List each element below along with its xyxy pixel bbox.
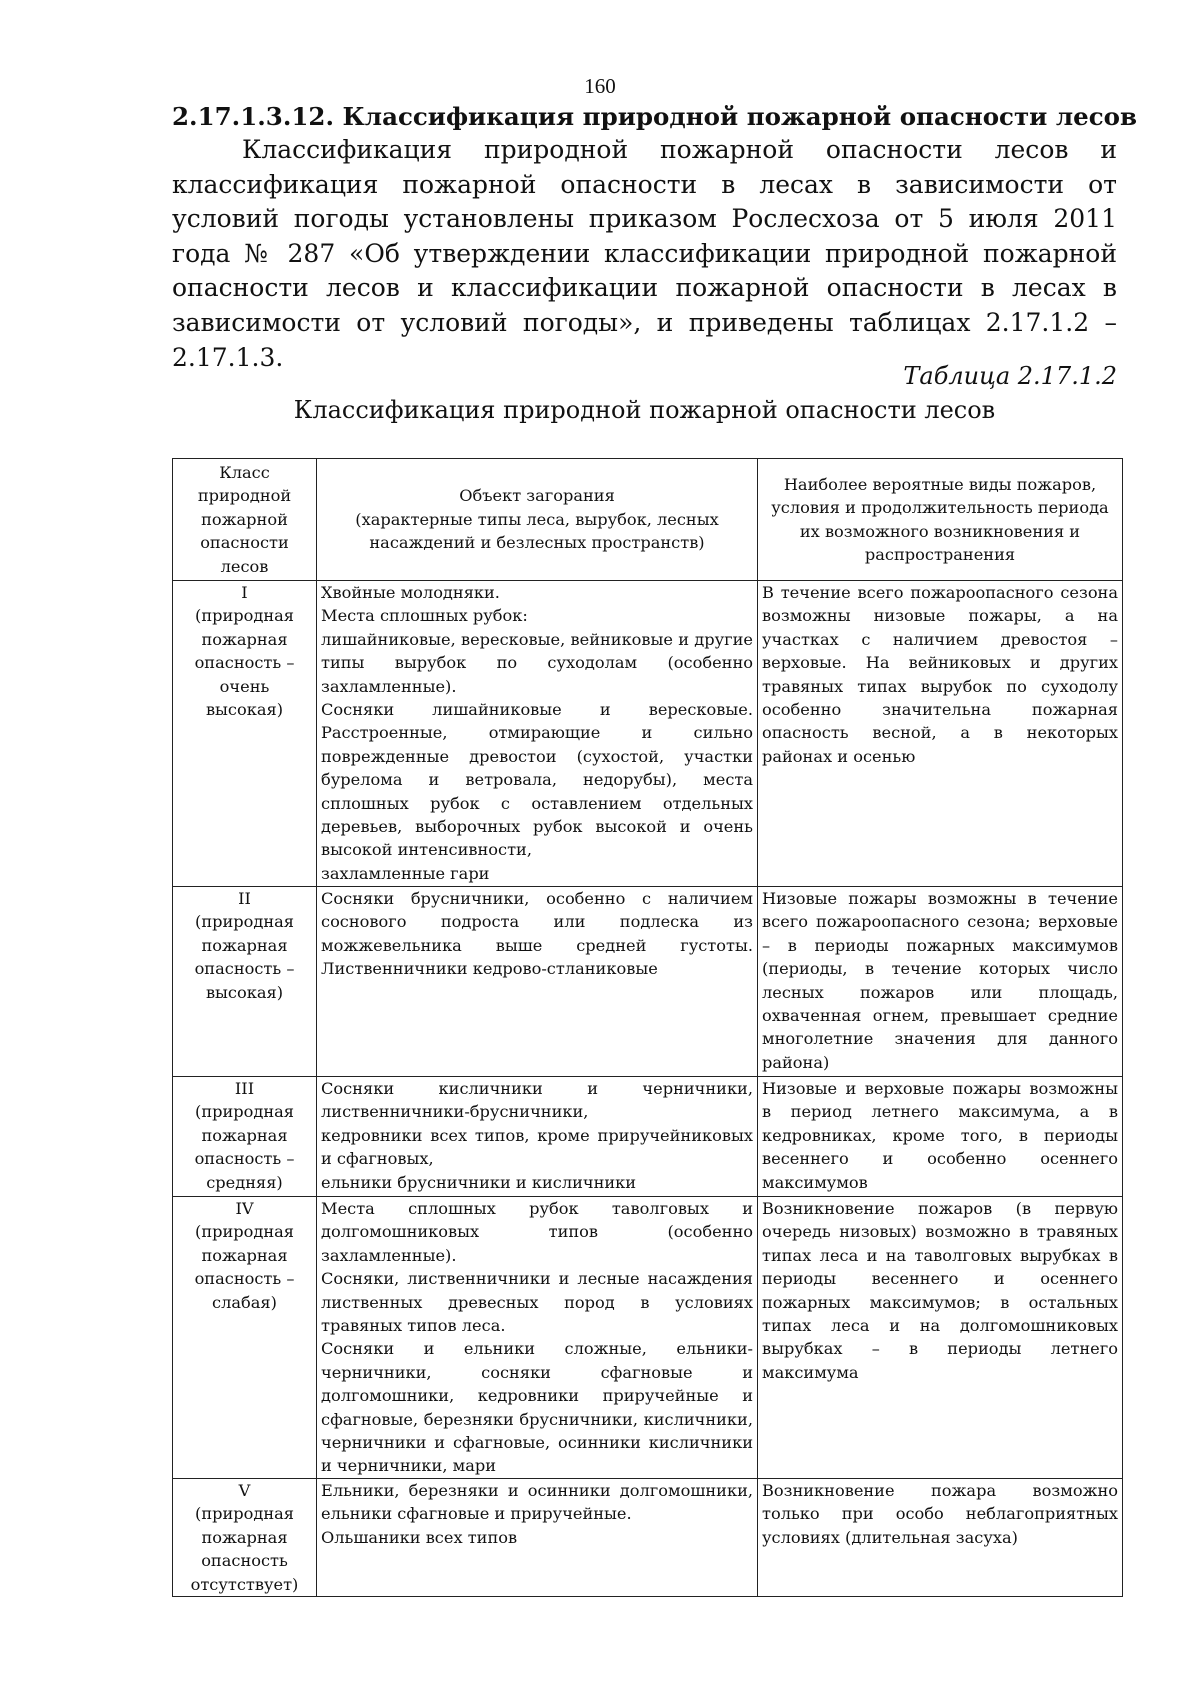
class-cell xyxy=(173,1077,317,1197)
object-cell xyxy=(317,581,758,887)
fires-cell: Возникновение пожаров (в первую очередь низовых) возможно в травяных типах леса и на таволговых вырубках в периоды весеннего и осеннего пожарных максимумов; в остальных типах леса и на долгомошниковых вырубках – в периоды летнего максимума xyxy=(758,1197,1123,1479)
table-row xyxy=(173,1197,1123,1479)
object-line: Хвойные молодняки. xyxy=(321,583,500,602)
object-line: Ольшаники всех типов xyxy=(321,1527,518,1547)
table-reference: Таблица 2.17.1.2 xyxy=(903,362,1117,390)
class-line: опасность – xyxy=(194,959,295,979)
class-line: слабая) xyxy=(212,1292,277,1312)
body-paragraph: Классификация природной пожарной опасности лесов и классификация пожарной опасности в лесах в зависимости от условий погоды установлены приказом Рослесхоза от 5 июля 2011 года № 287 «Об утверждении классификации природной пожарной опасности лесов и классификации пожарной опасности в лесах в зависимости от условий погоды», и приведены таблицах 2.17.1.2 – 2.17.1.3. xyxy=(172,135,1117,372)
object-line: Ельники, березняки и осинники долгомошники, ельники сфагновые и приручейные. xyxy=(321,1481,753,1524)
header-fires-line: распространения xyxy=(864,544,1016,564)
header-class-line: опасности xyxy=(200,533,289,553)
object-cell xyxy=(317,887,758,1077)
class-line: (природная xyxy=(195,1102,294,1122)
header-fires-line: их возможного возникновения и xyxy=(799,521,1081,541)
header-fires xyxy=(758,459,1123,581)
table-row xyxy=(173,887,1123,1077)
object-cell xyxy=(317,1197,758,1479)
object-line: лишайниковые, вересковые, вейниковые и другие типы вырубок по суходолам (особенно захламленные). xyxy=(321,629,753,696)
header-object-line: Объект загорания xyxy=(459,486,615,506)
class-line: опасность – xyxy=(194,1149,295,1169)
table-row xyxy=(173,581,1123,887)
fires-cell: Возникновение пожара возможно только при особо неблагоприятных условиях (длительная засуха) xyxy=(758,1479,1123,1597)
header-class-line: лесов xyxy=(220,556,269,576)
class-line: V xyxy=(238,1481,251,1500)
header-class-line: природной xyxy=(197,486,292,506)
header-class xyxy=(173,459,317,581)
class-line: пожарная xyxy=(201,1527,288,1547)
class-line: средняя) xyxy=(206,1172,283,1192)
object-line: Сосняки и ельники сложные, ельники-черничники, сосняки сфагновые и долгомошники, кедровники приручейные и сфагновые, березняки брусничники, кисличники, черничники и сфагновые, осинники кисличники и черничники, мари xyxy=(321,1339,753,1476)
object-line: кедровники всех типов, кроме приручейниковых и сфагновых, xyxy=(321,1125,753,1169)
class-cell xyxy=(173,581,317,887)
class-line: II xyxy=(238,889,251,908)
class-line: отсутствует) xyxy=(190,1574,299,1594)
object-line: ельники брусничники и кисличники xyxy=(321,1172,637,1192)
table-title: Классификация природной пожарной опасности лесов xyxy=(293,396,996,424)
object-line: Сосняки брусничники, особенно с наличием соснового подроста или подлеска из можжевельника выше средней густоты. Лиственничники кедрово-стланиковые xyxy=(321,889,753,979)
class-line: опасность – xyxy=(194,1269,295,1289)
class-line: (природная xyxy=(195,606,294,626)
fires-cell: Низовые и верховые пожары возможны в период летнего максимума, а в кедровниках, кроме того, в периоды весеннего и особенно осеннего максимумов xyxy=(758,1077,1123,1197)
object-cell xyxy=(317,1077,758,1197)
class-line: опасность – xyxy=(194,653,295,673)
header-object-line: насаждений и безлесных пространств) xyxy=(369,533,705,553)
class-line: очень xyxy=(219,676,270,696)
object-cell xyxy=(317,1479,758,1597)
header-class-line: Класс xyxy=(219,462,270,482)
class-line: (природная xyxy=(195,1504,294,1524)
class-line: пожарная xyxy=(201,629,288,649)
class-cell xyxy=(173,1197,317,1479)
object-line: Места сплошных рубок: xyxy=(321,606,528,626)
class-line: высокая) xyxy=(205,700,284,720)
class-line: высокая) xyxy=(205,982,284,1002)
class-line: (природная xyxy=(195,912,294,932)
class-cell xyxy=(173,1479,317,1597)
class-cell xyxy=(173,887,317,1077)
object-line: Сосняки, лиственничники и лесные насаждения лиственных древесных пород в условиях травяных типов леса. xyxy=(321,1269,753,1336)
section-heading: 2.17.1.3.12. Классификация природной пожарной опасности лесов xyxy=(172,102,1137,131)
class-line: пожарная xyxy=(201,1125,288,1145)
table-row xyxy=(173,1479,1123,1597)
table-header-row xyxy=(173,459,1123,581)
header-object-line: (характерные типы леса, вырубок, лесных xyxy=(355,509,719,529)
class-line: I xyxy=(241,583,248,602)
header-fires-line: Наиболее вероятные виды пожаров, xyxy=(783,474,1097,494)
object-line: Сосняки кисличники и черничники, лиственничники-брусничники, xyxy=(321,1079,753,1122)
class-line: пожарная xyxy=(201,935,288,955)
fires-cell: Низовые пожары возможны в течение всего пожароопасного сезона; верховые – в периоды пожарных максимумов (периоды, в течение которых число лесных пожаров или площадь, охваченная огнем, превышает средние многолетние значения для данного района) xyxy=(758,887,1123,1077)
class-line: опасность xyxy=(201,1551,288,1571)
object-line: Места сплошных рубок таволговых и долгомошниковых типов (особенно захламленные). xyxy=(321,1199,753,1265)
header-class-line: пожарной xyxy=(201,509,288,529)
classification-table xyxy=(172,458,1123,1597)
table-row xyxy=(173,1077,1123,1197)
header-fires-line: условия и продолжительность периода xyxy=(771,498,1109,518)
class-line: III xyxy=(234,1079,255,1098)
header-object xyxy=(317,459,758,581)
page-number: 160 xyxy=(584,74,616,98)
class-line: IV xyxy=(235,1199,254,1218)
class-line: (природная xyxy=(195,1222,294,1242)
object-line: Сосняки лишайниковые и вересковые. Расстроенные, отмирающие и сильно поврежденные древостои (сухостой, участки бурелома и ветровала, недорубы), места сплошных рубок с оставлением отдельных деревьев, выборочных рубок высокой и очень высокой интенсивности, xyxy=(321,700,753,860)
object-line: захламленные гари xyxy=(321,863,490,883)
fires-cell: В течение всего пожароопасного сезона возможны низовые пожары, а на участках с наличием древостоя – верховые. На вейниковых и других травяных типах вырубок по суходолу особенно значительна пожарная опасность весной, а в некоторых районах и осенью xyxy=(758,581,1123,887)
class-line: пожарная xyxy=(201,1245,288,1265)
